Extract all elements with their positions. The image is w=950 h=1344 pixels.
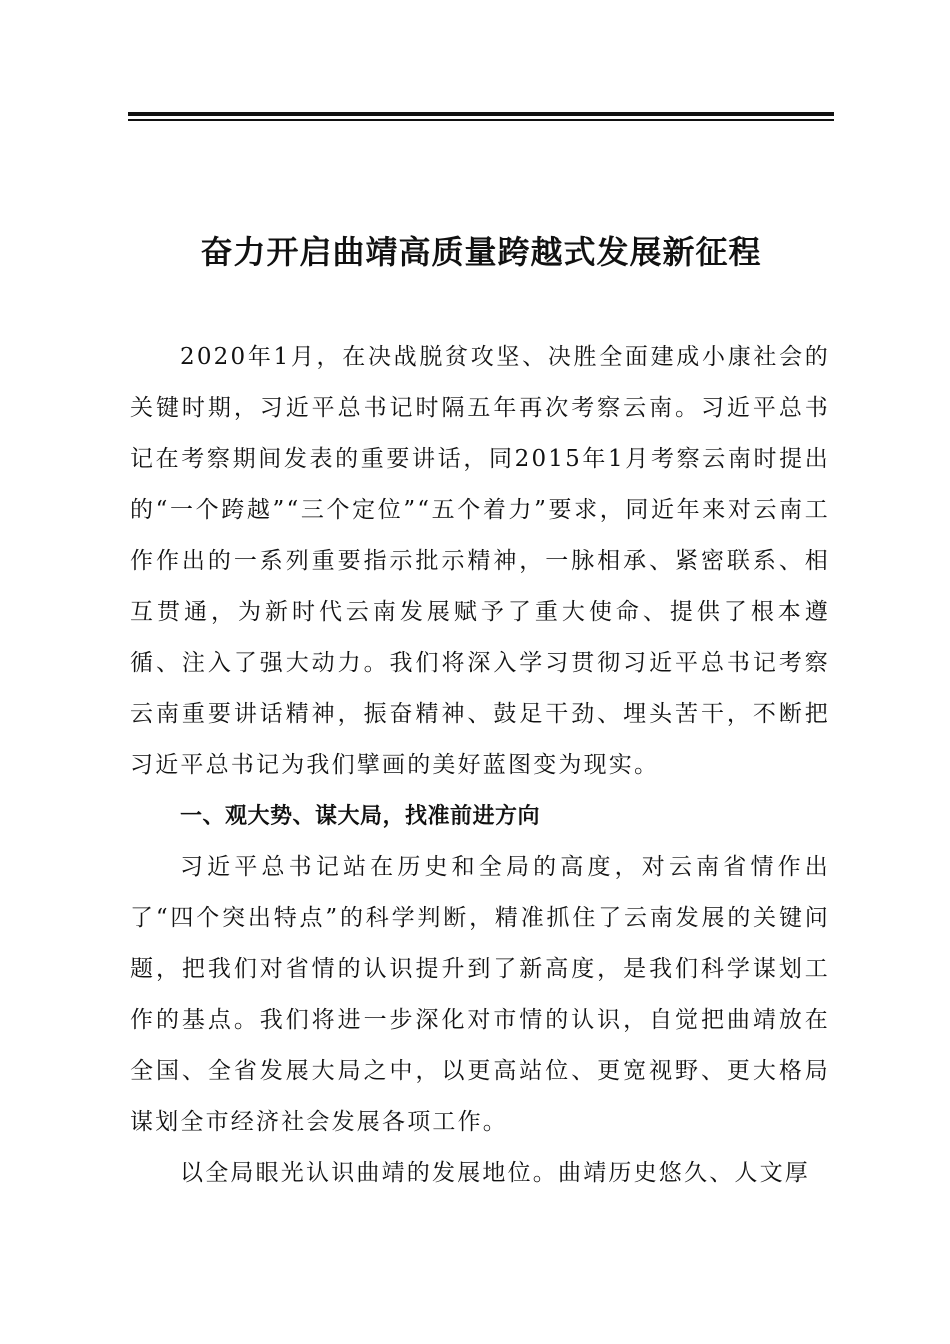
section-paragraph-2: 以全局眼光认识曲靖的发展地位。曲靖历史悠久、人文厚	[180, 1160, 810, 1186]
section-heading: 一、观大势、谋大局，找准前进方向	[180, 804, 541, 829]
header-double-rule-bottom	[128, 119, 834, 121]
document-title: 奋力开启曲靖高质量跨越式发展新征程	[200, 233, 762, 271]
section-paragraph-1: 习近平总书记站在历史和全局的高度，对云南省情作出了“四个突出特点”的科学判断，精准抓住了云南发展的关键问题，把我们对省情的认识提升到了新高度，是我们科学谋划工作的基点。我们将进一步深化对市情的认识，自觉把曲靖放在全国、全省发展大局之中，以更高站位、更宽视野、更大格局谋划全市经济社会发展各项工作。	[130, 854, 830, 1135]
header-double-rule-top	[128, 112, 834, 116]
intro-paragraph: 2020年1月，在决战脱贫攻坚、决胜全面建成小康社会的关键时期，习近平总书记时隔五年再次考察云南。习近平总书记在考察期间发表的重要讲话，同2015年1月考察云南时提出的“一个跨越”“三个定位”“五个着力”要求，同近年来对云南工作作出的一系列重要指示批示精神，一脉相承、紧密联系、相互贯通，为新时代云南发展赋予了重大使命、提供了根本遵循、注入了强大动力。我们将深入学习贯彻习近平总书记考察云南重要讲话精神，振奋精神、鼓足干劲、埋头苦干，不断把习近平总书记为我们擘画的美好蓝图变为现实。	[130, 344, 830, 778]
document-body	[130, 332, 830, 1199]
